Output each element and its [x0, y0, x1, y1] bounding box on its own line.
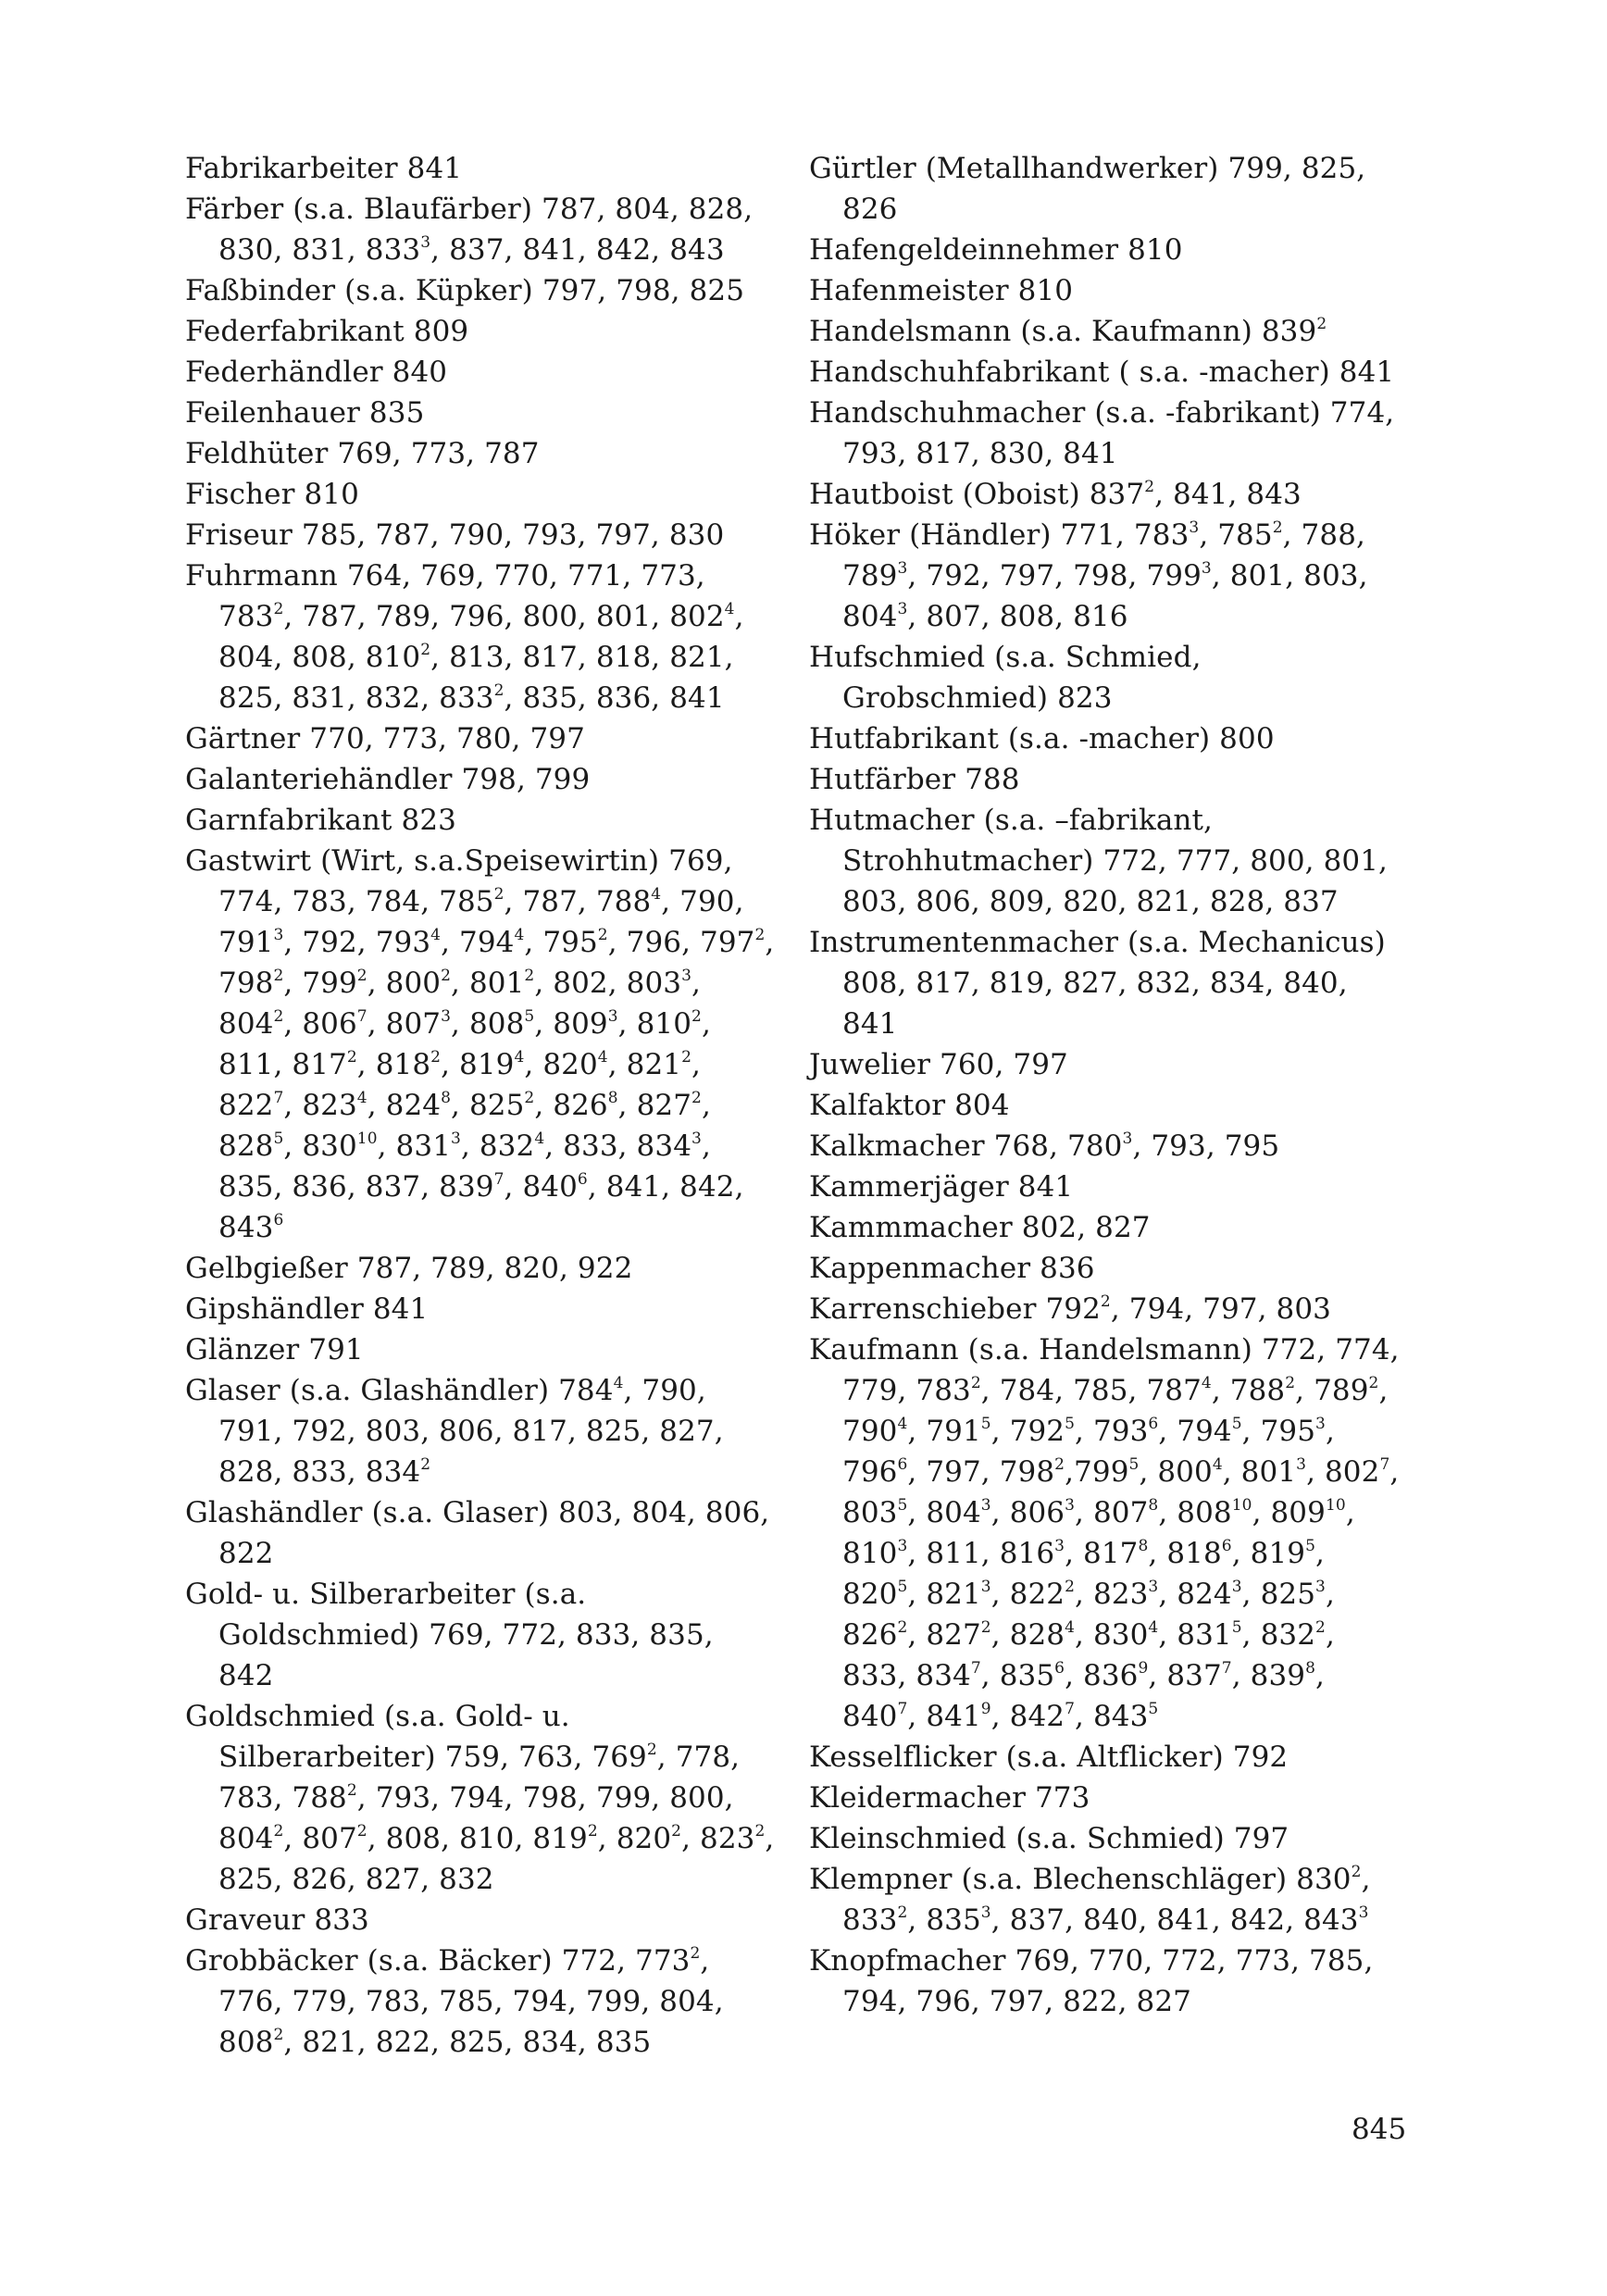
index-entry: Kleinschmied (s.a. Schmied) 797: [809, 1822, 1289, 1855]
index-entry: Juwelier 760, 797: [809, 1048, 1068, 1081]
index-entry: Handschuhmacher (s.a. -fabrikant) 774, 793, 817, 830, 841: [809, 396, 1395, 470]
index-entry: Glänzer 791: [185, 1333, 364, 1366]
index-entry: Handschuhfabrikant ( s.a. -macher) 841: [809, 356, 1395, 389]
index-entry: Hutfabrikant (s.a. -macher) 800: [809, 722, 1275, 755]
index-entry: Faßbinder (s.a. Küpker) 797, 798, 825: [185, 274, 745, 307]
index-entry: Gastwirt (Wirt, s.a.Speisewirtin) 769, 774, 783, 784, $785^2$, 787, $788^4$, 790, $791^3$, 792, $793^4$, $794^4$, $795^2$, 796, $797^2$, $798^2$, $799^2$, $800^2$, $801^2$, 802, $803^3$, $804^2$, $806^7$, $807^3$, $808^5$, $809^3$, $810^2$, 811, $817^2$, $818^2$, $819^4$, $820^4$, $821^2$, $822^7$, $823^4$, $824^8$, $825^2$, $826^8$, $827^2$, $828^5$, $830^{10}$, $831^3$, $832^4$, 833, $834^3$, 835, 836, 837, $839^7$, $840^6$, 841, 842, $843^6$: [185, 844, 775, 1244]
page-number: 845: [1352, 2113, 1407, 2146]
index-entry: Knopfmacher 769, 770, 772, 773, 785, 794, 796, 797, 822, 827: [809, 1944, 1374, 2018]
index-entry: Kaufmann (s.a. Handelsmann) 772, 774, 779, $783^2$, 784, 785, $787^4$, $788^2$, $789^2$, $790^4$, $791^5$, $792^5$, $793^6$, $794^5$, $795^3$, $796^6$, 797, $798^2,799^5$, $800^4$, $801^3$, $802^7$, $803^5$, $804^3$, $806^3$, $807^8$, $808^{10}$, $809^{10}$, $810^3$, 811, $816^3$, $817^8$, $818^6$, $819^5$, $820^5$, $821^3$, $822^2$, $823^3$, $824^3$, $825^3$, $826^2$, $827^2$, $828^4$, $830^4$, $831^5$, $832^2$, 833, $834^7$, $835^6$, $836^9$, $837^7$, $839^8$, $840^7$, $841^9$, $842^7$, $843^5$: [809, 1333, 1400, 1733]
index-entry: Hutfärber 788: [809, 763, 1020, 796]
index-column-right: [809, 148, 1401, 2022]
index-entry: Federhändler 840: [185, 356, 448, 389]
index-entry: Kesselflicker (s.a. Altflicker) 792: [809, 1741, 1289, 1774]
index-entry: Handelsmann (s.a. Kaufmann) $839^2$: [809, 314, 1327, 348]
index-entry: Grobbäcker (s.a. Bäcker) 772, $773^2$, 776, 779, 783, 785, 794, 799, 804, $808^2$, 821, 822, 825, 834, 835: [185, 1943, 724, 2059]
index-entry: Gipshändler 841: [185, 1292, 429, 1326]
index-entry: Gold- u. Silberarbeiter (s.a. Goldschmied) 769, 772, 833, 835, 842: [185, 1578, 714, 1692]
index-entry: Hufschmied (s.a. Schmied, Grobschmied) 823: [809, 641, 1202, 715]
index-entry: Goldschmied (s.a. Gold- u. Silberarbeiter) 759, 763, $769^2$, 778, 783, $788^2$, 793, 794, 798, 799, 800, $804^2$, $807^2$, 808, 810, $819^2$, $820^2$, $823^2$, 825, 826, 827, 832: [185, 1700, 775, 1896]
index-entry: Hafenmeister 810: [809, 274, 1074, 307]
index-entry: Kammerjäger 841: [809, 1170, 1074, 1204]
index-entry: Kleidermacher 773: [809, 1781, 1090, 1815]
index-entry: Instrumentenmacher (s.a. Mechanicus) 808, 817, 819, 827, 832, 834, 840, 841: [809, 926, 1386, 1041]
index-entry: Gärtner 770, 773, 780, 797: [185, 722, 585, 755]
index-entry: Graveur 833: [185, 1903, 369, 1937]
index-entry: Feilenhauer 835: [185, 396, 425, 430]
index-entry: Karrenschieber $792^2$, 794, 797, 803: [809, 1292, 1331, 1326]
index-entry: Kalfaktor 804: [809, 1089, 1010, 1122]
index-entry: Hutmacher (s.a. –fabrikant, Strohhutmacher) 772, 777, 800, 801, 803, 806, 809, 820, 821, 828, 837: [809, 804, 1389, 918]
index-entry: Färber (s.a. Blaufärber) 787, 804, 828, 830, 831, $833^3$, 837, 841, 842, 843: [185, 193, 754, 267]
index-entry: Kalkmacher 768, $780^3$, 793, 795: [809, 1129, 1280, 1163]
index-entry: Glashändler (s.a. Glaser) 803, 804, 806, 822: [185, 1496, 770, 1570]
index-entry: Feldhüter 769, 773, 787: [185, 437, 540, 470]
index-entry: Galanteriehändler 798, 799: [185, 763, 591, 796]
index-entry: Klempner (s.a. Blechenschläger) $830^2$, $833^2$, $835^3$, 837, 840, 841, 842, $843^3$: [809, 1862, 1371, 1937]
index-entry: Kappenmacher 836: [809, 1252, 1095, 1285]
index-entry: Garnfabrikant 823: [185, 804, 456, 837]
index-entry: Höker (Händler) 771, $783^3$, $785^2$, 788, $789^3$, 792, 797, 798, $799^3$, 801, 803, $804^3$, 807, 808, 816: [809, 518, 1368, 633]
index-entry: Gürtler (Metallhandwerker) 799, 825, 826: [809, 152, 1366, 226]
index-entry: Hafengeldeinnehmer 810: [809, 233, 1183, 267]
index-column-left: [185, 148, 778, 2063]
index-entry: Friseur 785, 787, 790, 793, 797, 830: [185, 518, 725, 552]
index-entry: Fabrikarbeiter 841: [185, 152, 463, 185]
index-entry: Gelbgießer 787, 789, 820, 922: [185, 1252, 633, 1285]
index-entry: Federfabrikant 809: [185, 315, 469, 348]
index-entry: Hautboist (Oboist) $837^2$, 841, 843: [809, 477, 1302, 511]
index-entry: Fischer 810: [185, 478, 359, 511]
index-entry: Fuhrmann 764, 769, 770, 771, 773, $783^2$, 787, 789, 796, 800, 801, $802^4$, 804, 808, $810^2$, 813, 817, 818, 821, 825, 831, 832, $833^2$, 835, 836, 841: [185, 559, 744, 715]
index-entry: Kammmacher 802, 827: [809, 1211, 1151, 1244]
index-entry: Glaser (s.a. Glashändler) $784^4$, 790, 791, 792, 803, 806, 817, 825, 827, 828, 833, $834^2$: [185, 1373, 724, 1489]
